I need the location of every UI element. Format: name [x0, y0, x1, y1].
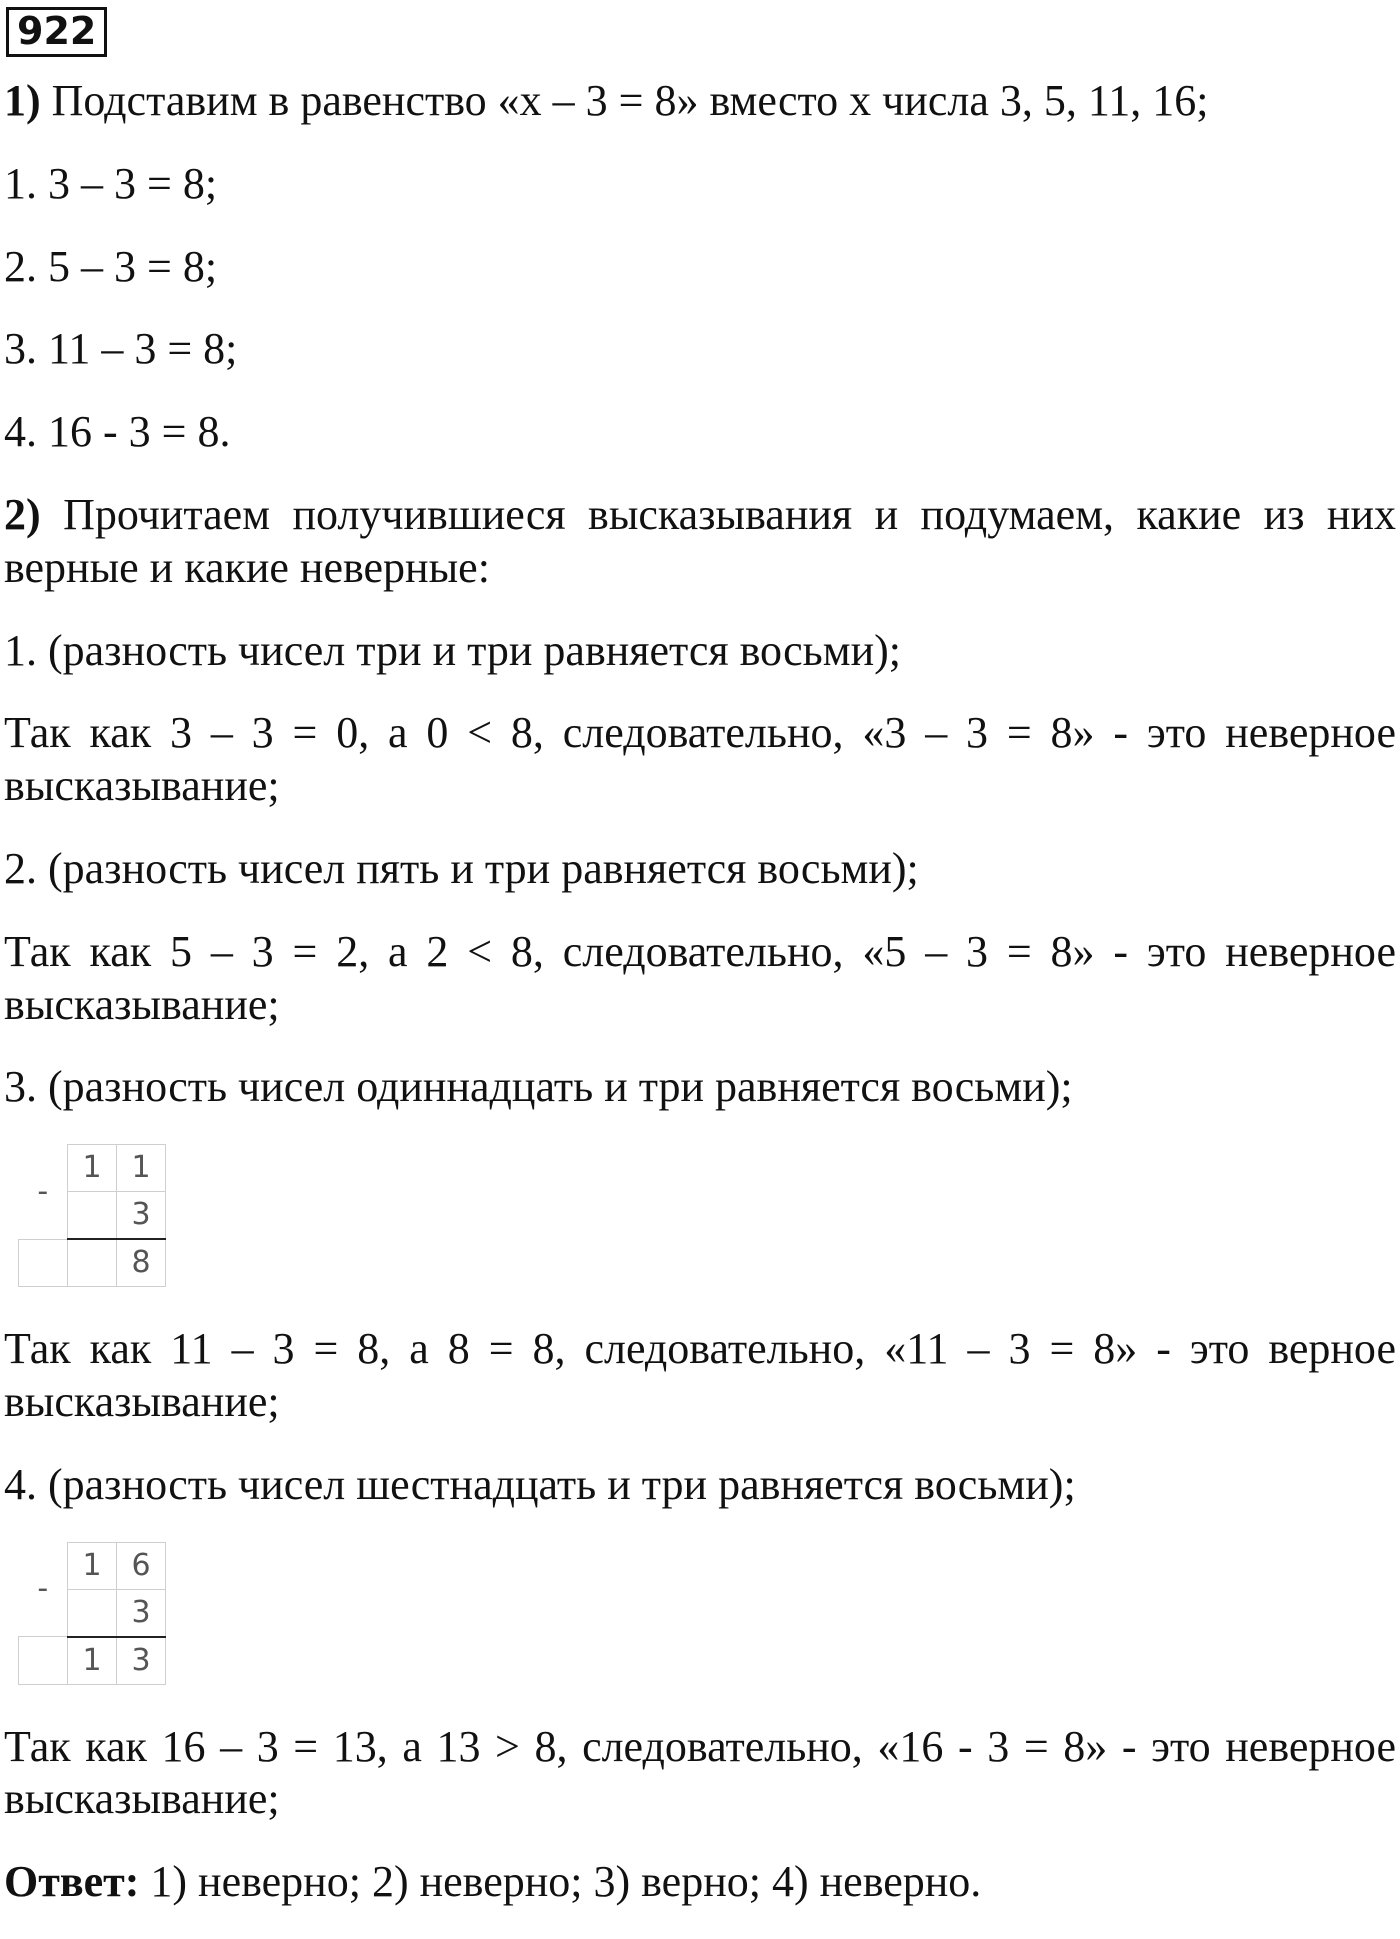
- digit-cell: 1: [68, 1542, 117, 1589]
- answer-label: Ответ:: [4, 1857, 140, 1907]
- digit-cell: 6: [117, 1542, 166, 1589]
- column-grid: [18, 1542, 166, 1685]
- empty-cell: [19, 1637, 68, 1685]
- equation-1: 1. 3 – 3 = 8;: [4, 158, 218, 208]
- column-subtraction-16-3: [18, 1542, 1396, 1685]
- minus-sign: -: [19, 1145, 68, 1240]
- step2-label: 2): [4, 489, 41, 539]
- conclusion-4: Так как 16 – 3 = 13, а 13 > 8, следовательно, «16 - 3 = 8» - это неверное высказывание;: [4, 1721, 1396, 1824]
- digit-cell: 3: [117, 1192, 166, 1240]
- minus-sign: -: [19, 1542, 68, 1637]
- digit-cell: 1: [117, 1145, 166, 1192]
- answer-text: 1) неверно; 2) неверно; 3) верно; 4) неверно.: [139, 1857, 982, 1907]
- reading-1: 1. (разность чисел три и три равняется восьми);: [4, 625, 902, 675]
- step2-intro: [4, 489, 1396, 595]
- equation-2: 2. 5 – 3 = 8;: [4, 241, 218, 291]
- equation-4: 4. 16 - 3 = 8.: [4, 407, 231, 457]
- conclusion-2: Так как 5 – 3 = 2, а 2 < 8, следовательно, «5 – 3 = 8» - это неверное высказывание;: [4, 926, 1396, 1029]
- empty-cell: [19, 1239, 68, 1287]
- problem-number: 922: [6, 7, 107, 57]
- reading-3: 3. (разность чисел одиннадцать и три равняется восьми);: [4, 1062, 1073, 1112]
- digit-cell: 3: [117, 1637, 166, 1685]
- digit-cell: 3: [117, 1589, 166, 1637]
- solution-page: [4, 4, 1396, 1939]
- step1-intro: [4, 75, 1396, 128]
- equation-3: 3. 11 – 3 = 8;: [4, 324, 238, 374]
- reading-2: 2. (разность чисел пять и три равняется восьми);: [4, 843, 919, 893]
- step2-text: Прочитаем получившиеся высказывания и подумаем, какие из них верные и какие неверные:: [4, 489, 1396, 592]
- answer: [4, 1856, 1396, 1909]
- step1-label: 1): [4, 76, 41, 125]
- conclusion-3: Так как 11 – 3 = 8, а 8 = 8, следовательно, «11 – 3 = 8» - это верное высказывание;: [4, 1324, 1396, 1426]
- conclusion-1: Так как 3 – 3 = 0, а 0 < 8, следовательно, «3 – 3 = 8» - это неверное высказывание;: [4, 708, 1396, 811]
- digit-cell: [68, 1239, 117, 1287]
- digit-cell: 1: [68, 1637, 117, 1685]
- reading-4: 4. (разность чисел шестнадцать и три равняется восьми);: [4, 1459, 1076, 1509]
- digit-cell: 1: [68, 1145, 117, 1192]
- digit-cell: 8: [117, 1239, 166, 1287]
- step1-text: Подставим в равенство «x – 3 = 8» вместо x числа 3, 5, 11, 16;: [40, 76, 1209, 125]
- digit-cell: [68, 1589, 117, 1637]
- column-subtraction-11-3: [18, 1144, 1396, 1287]
- column-grid: [18, 1144, 166, 1287]
- digit-cell: [68, 1192, 117, 1240]
